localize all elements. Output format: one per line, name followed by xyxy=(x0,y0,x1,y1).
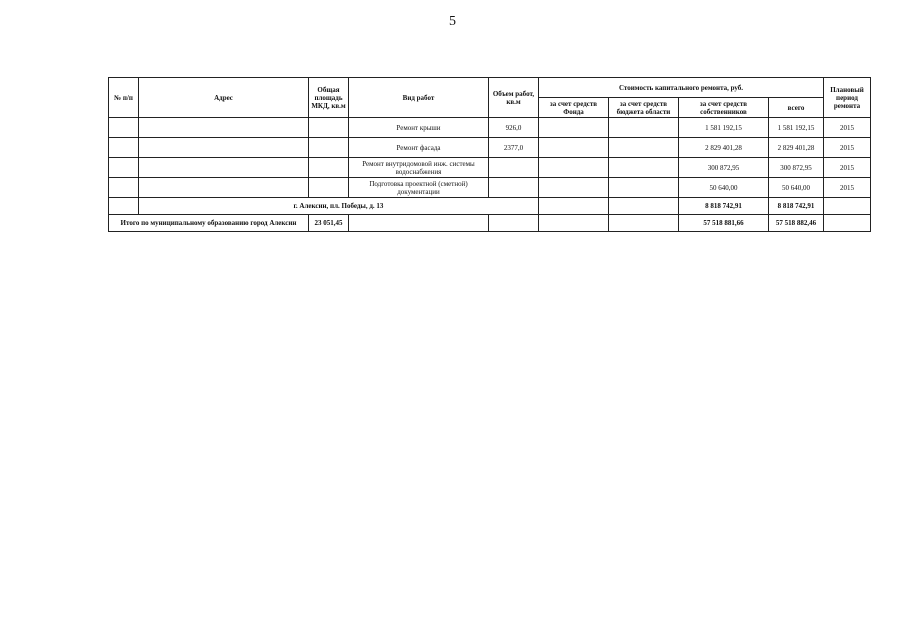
col-period: Плановый период ремонта xyxy=(824,78,871,118)
table-row: Ремонт фасада 2377,0 2 829 401,28 2 829 401,28 2015 xyxy=(109,138,871,158)
table-row: Ремонт крыши 926,0 1 581 192,15 1 581 192,15 2015 xyxy=(109,118,871,138)
col-area: Общая площадь МКД, кв.м xyxy=(309,78,349,118)
sub-budget: за счет средств бюджета области xyxy=(609,98,679,118)
col-address: Адрес xyxy=(139,78,309,118)
col-num: № п/п xyxy=(109,78,139,118)
col-volume: Объем работ, кв.м xyxy=(489,78,539,118)
page-number: 5 xyxy=(449,14,456,29)
sub-total: всего xyxy=(769,98,824,118)
sub-fund: за счет средств Фонда xyxy=(539,98,609,118)
sub-owners: за счет средств собственников xyxy=(679,98,769,118)
repair-table xyxy=(108,77,871,232)
total-row: Итого по муниципальному образованию город Алексин 23 051,45 57 518 881,66 57 518 882,46 xyxy=(109,215,871,232)
col-work: Вид работ xyxy=(349,78,489,118)
subtotal-row: г. Алексин, пл. Победы, д. 13 8 818 742,91 8 818 742,91 xyxy=(109,198,871,215)
table-row: Ремонт внутридомовой инж. системы водоснабжения 300 872,95 300 872,95 2015 xyxy=(109,158,871,178)
col-cost: Стоимость капитального ремонта, руб. xyxy=(539,78,824,98)
table-row: Подготовка проектной (сметной) документации 50 640,00 50 640,00 2015 xyxy=(109,178,871,198)
